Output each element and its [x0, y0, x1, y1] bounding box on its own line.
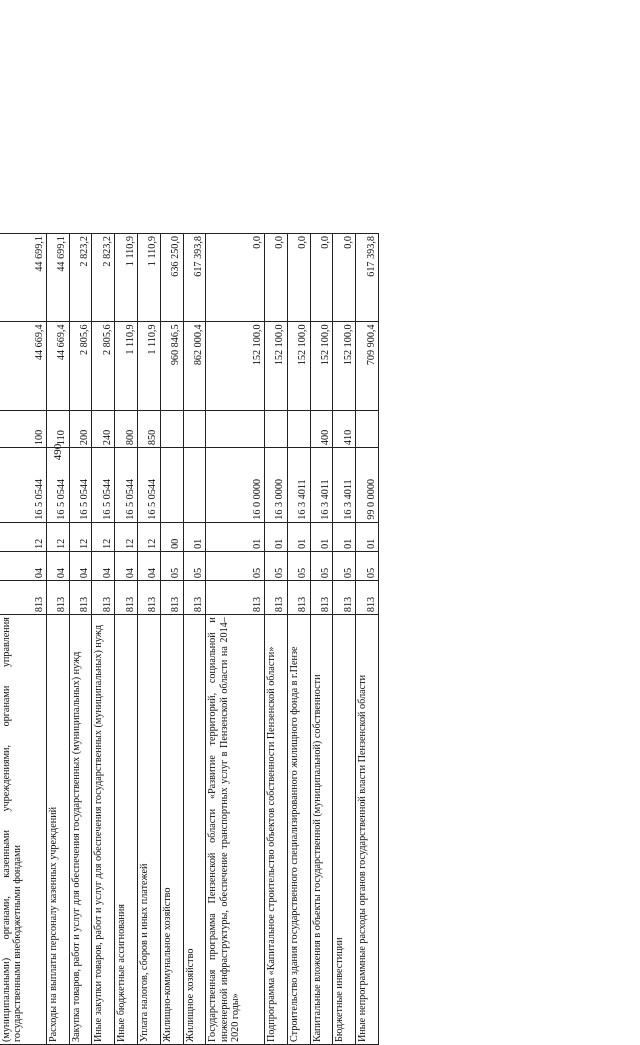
row-name: Жилищно-коммунальное хозяйство — [160, 615, 183, 1045]
row-pr: 01 — [206, 522, 265, 551]
row-pr: 00 — [160, 522, 183, 551]
row-csr — [160, 448, 183, 523]
row-sum-2015: 152 100,0 — [206, 322, 265, 410]
row-ved: 813 — [46, 581, 69, 615]
row-rz: 05 — [310, 551, 333, 580]
row-vr: 410 — [333, 410, 356, 447]
row-pr: 01 — [310, 522, 333, 551]
row-vr — [206, 410, 265, 447]
row-vr — [356, 410, 379, 447]
row-ved: 813 — [356, 581, 379, 615]
row-name: Строительство здания государственного специализированного жилищного фонда в г.Пензе — [287, 615, 310, 1045]
table-row — [356, 234, 379, 1045]
row-rz: 04 — [46, 551, 69, 580]
row-pr: 12 — [69, 522, 92, 551]
row-sum-2015: 709 900,4 — [356, 322, 379, 410]
row-sum-2016: 0,0 — [265, 234, 288, 322]
row-vr — [160, 410, 183, 447]
row-pr: 12 — [138, 522, 161, 551]
row-csr: 16 3 4011 — [310, 448, 333, 523]
row-name: Жилищное хозяйство — [183, 615, 206, 1045]
row-csr: 16 5 0544 — [115, 448, 138, 523]
row-sum-2015: 44 669,4 — [46, 322, 69, 410]
table-row — [160, 234, 183, 1045]
row-pr: 01 — [183, 522, 206, 551]
table-row — [206, 234, 265, 1045]
row-name: Расходы на выплаты персоналу казенных учреждений — [46, 615, 69, 1045]
row-sum-2015: 152 100,0 — [287, 322, 310, 410]
table-row — [92, 234, 115, 1045]
row-ved: 813 — [0, 581, 46, 615]
row-ved: 813 — [287, 581, 310, 615]
row-ved: 813 — [265, 581, 288, 615]
row-csr: 16 0 0000 — [206, 448, 265, 523]
row-csr: 16 3 4011 — [333, 448, 356, 523]
row-ved: 813 — [115, 581, 138, 615]
row-pr: 12 — [0, 522, 46, 551]
row-sum-2015: 152 100,0 — [333, 322, 356, 410]
row-name: Капитальные вложения в объекты государственной (муниципальной) собственности — [310, 615, 333, 1045]
table-row — [69, 234, 92, 1045]
row-sum-2016: 636 250,0 — [160, 234, 183, 322]
row-sum-2016: 1 110,9 — [138, 234, 161, 322]
row-sum-2016: 0,0 — [206, 234, 265, 322]
row-vr — [265, 410, 288, 447]
row-sum-2016: 0,0 — [287, 234, 310, 322]
row-sum-2015: 2 805,6 — [92, 322, 115, 410]
row-csr: 16 5 0544 — [92, 448, 115, 523]
row-rz: 04 — [138, 551, 161, 580]
row-ved: 813 — [160, 581, 183, 615]
row-csr — [183, 448, 206, 523]
row-vr: 850 — [138, 410, 161, 447]
row-ved: 813 — [183, 581, 206, 615]
row-sum-2016: 2 823,2 — [69, 234, 92, 322]
table-row — [333, 234, 356, 1045]
row-sum-2016: 0,0 — [310, 234, 333, 322]
row-ved: 813 — [92, 581, 115, 615]
row-pr: 12 — [46, 522, 69, 551]
row-sum-2015: 152 100,0 — [265, 322, 288, 410]
row-csr: 16 5 0544 — [46, 448, 69, 523]
row-name: Иные закупки товаров, работ и услуг для обеспечения государственных (муниципальных) нужд — [92, 615, 115, 1045]
row-sum-2015: 44 669,4 — [0, 322, 46, 410]
row-name: (муниципальными) органами, казенными учреждениями, органами управления государственными внебюджетными фондами — [0, 615, 46, 1045]
row-pr: 01 — [265, 522, 288, 551]
table-row — [46, 234, 69, 1045]
row-vr — [287, 410, 310, 447]
row-sum-2016: 1 110,9 — [115, 234, 138, 322]
table-row — [310, 234, 333, 1045]
row-sum-2016: 617 393,8 — [183, 234, 206, 322]
row-rz: 05 — [160, 551, 183, 580]
row-vr: 110 — [46, 410, 69, 447]
row-csr: 16 5 0544 — [69, 448, 92, 523]
row-sum-2016: 617 393,8 — [356, 234, 379, 322]
row-sum-2016: 44 699,1 — [0, 234, 46, 322]
row-ved: 813 — [333, 581, 356, 615]
row-sum-2016: 0,0 — [333, 234, 356, 322]
row-sum-2015: 152 100,0 — [310, 322, 333, 410]
row-csr: 16 5 0544 — [138, 448, 161, 523]
row-ved: 813 — [310, 581, 333, 615]
row-sum-2016: 2 823,2 — [92, 234, 115, 322]
row-ved: 813 — [138, 581, 161, 615]
row-name: Иные непрограммные расходы органов государственной власти Пензенской области — [356, 615, 379, 1045]
row-pr: 01 — [356, 522, 379, 551]
row-rz: 05 — [287, 551, 310, 580]
row-csr: 99 0 0000 — [356, 448, 379, 523]
row-pr: 01 — [333, 522, 356, 551]
row-name: Закупка товаров, работ и услуг для обеспечения государственных (муниципальных) нужд — [69, 615, 92, 1045]
table-row — [183, 234, 206, 1045]
row-vr: 400 — [310, 410, 333, 447]
row-rz: 05 — [265, 551, 288, 580]
table-row — [115, 234, 138, 1045]
row-rz: 05 — [183, 551, 206, 580]
budget-table — [0, 233, 379, 1045]
row-sum-2015: 1 110,9 — [115, 322, 138, 410]
row-sum-2015: 862 000,4 — [183, 322, 206, 410]
table-row — [138, 234, 161, 1045]
row-sum-2015: 1 110,9 — [138, 322, 161, 410]
row-rz: 04 — [69, 551, 92, 580]
row-vr: 240 — [92, 410, 115, 447]
row-name: Государственная программа Пензенской области «Развитие территорий, социальной и инженерной инфраструктуры, обеспечение транспортных услуг в Пензенской области на 2014–2020 годы» — [206, 615, 265, 1045]
row-sum-2015: 2 805,6 — [69, 322, 92, 410]
row-pr: 01 — [287, 522, 310, 551]
row-pr: 12 — [115, 522, 138, 551]
table-row — [0, 234, 46, 1045]
row-rz: 04 — [0, 551, 46, 580]
row-csr: 16 3 0000 — [265, 448, 288, 523]
table-row — [287, 234, 310, 1045]
row-rz: 05 — [356, 551, 379, 580]
row-name: Бюджетные инвестиции — [333, 615, 356, 1045]
row-rz: 05 — [206, 551, 265, 580]
row-ved: 813 — [69, 581, 92, 615]
row-pr: 12 — [92, 522, 115, 551]
row-vr — [183, 410, 206, 447]
row-rz: 04 — [115, 551, 138, 580]
row-vr: 200 — [69, 410, 92, 447]
row-ved: 813 — [206, 581, 265, 615]
row-csr: 16 3 4011 — [287, 448, 310, 523]
row-rz: 04 — [92, 551, 115, 580]
row-name: Подпрограмма «Капитальное строительство объектов собственности Пензенской области» — [265, 615, 288, 1045]
row-csr: 16 5 0544 — [0, 448, 46, 523]
table-row — [265, 234, 288, 1045]
row-name: Уплата налогов, сборов и иных платежей — [138, 615, 161, 1045]
row-sum-2016: 44 699,1 — [46, 234, 69, 322]
page-number: 490 — [52, 443, 64, 461]
row-vr: 800 — [115, 410, 138, 447]
row-name: Иные бюджетные ассигнования — [115, 615, 138, 1045]
row-vr: 100 — [0, 410, 46, 447]
table-body — [0, 234, 379, 1045]
row-sum-2015: 960 846,5 — [160, 322, 183, 410]
row-rz: 05 — [333, 551, 356, 580]
